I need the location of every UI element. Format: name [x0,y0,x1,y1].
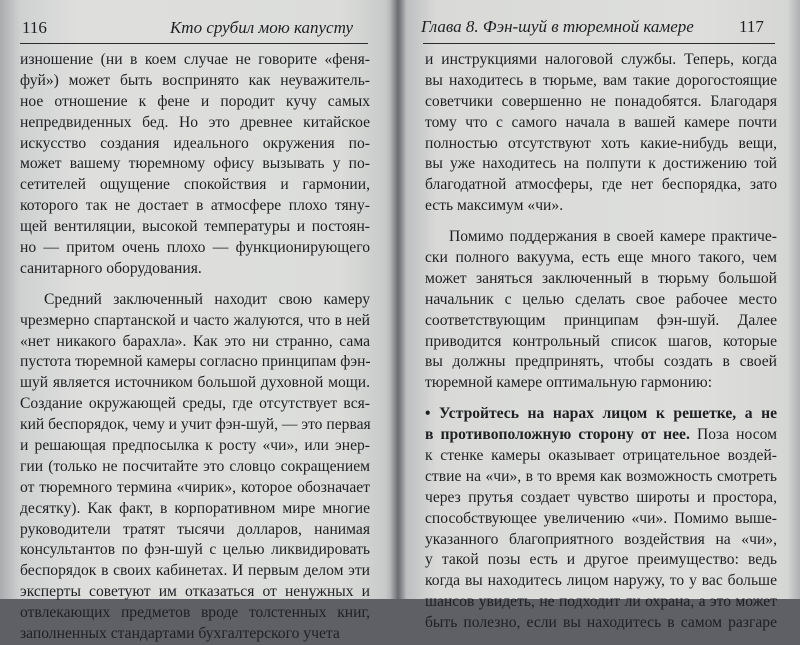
text-line: чрезмерно спартанской и часто жалуются, что в ней [20,311,370,329]
right-page-body [425,50,777,634]
text-line: быть полезно, если вы находитесь в самом разгаре [425,614,777,632]
text-line: щей вентиляции, высокой температуры и постоян- [20,218,370,236]
text-line: тюремной камере оптимальную гармонию: [425,374,713,392]
text-line: приводится контрольный список шагов, которые [425,332,777,350]
text-line: ствие на «чи», в то время как возможность смотреть [425,467,777,485]
text-line: Помимо поддержания в своей камере практиче- [449,228,777,246]
text-line: советчики совершенно не понадобятся. Благодаря [425,92,777,110]
text-line: благодатной атмосферы, где нет беспорядка, зато [425,176,777,194]
text-line: консультантов по фэн-шуй с целью ликвидировать [20,541,370,559]
bullet-bold-line-2: в противоположную сторону от нее. [425,426,690,444]
bullet-body [425,446,777,634]
text-line: «нет никакого барахла». Как это ни странно, сама [20,332,370,350]
right-header-rule [423,43,775,44]
left-running-head: Кто срубил мою капусту [170,18,353,37]
text-line: у такой позы есть и другое преимущество: ведь [425,551,777,569]
left-page-number: 116 [22,18,47,37]
bullet-bold-line-1: Устройтесь на нарах лицом к решетке, а не [439,405,777,423]
text-line: вы должны предпринять, чтобы создать в своей [425,353,777,371]
paragraph [425,50,777,217]
paragraph-gap [20,280,370,290]
text-line: ски полного вакуума, есть еще много такого, чем [425,249,777,267]
right-paragraphs [425,50,777,394]
text-line: когда вы находитесь лицом наружу, то у вас больше [425,572,777,590]
text-line: изношение (ни в коем случае не говорите «феня- [20,51,370,68]
text-line: руководители тратят тысячи долларов, нанимая [20,520,370,538]
bullet-line [425,404,777,425]
text-line: вы находитесь в тюрьме, вам такие дорогостоящие [425,71,777,89]
text-line: искусство создания идеального окружения по- [20,134,370,152]
text-line: заполненных стандартами бухгалтерского учета [20,625,340,643]
text-line: начальник с целью сделать свое рабочее место [425,290,777,308]
right-page-header [421,17,694,37]
text-line: полностью отсутствуют хоть какие-нибудь вещи, [425,134,777,152]
text-line: но — притом очень плохо — функционирующего [20,239,370,257]
text-line: шансов увидеть, не подходит ли охрана, а это может [425,593,777,611]
text-line: и решающая предпосылка к росту «чи», или энер- [20,437,370,455]
text-line: беспорядок в своих кабинетах. И первым делом эти [20,562,370,580]
right-page [397,0,800,632]
text-line: десятку). Как факт, в корпоративном мире многие [20,499,370,517]
text-line: которого так не достает в атмосфере плохо тяну- [20,197,370,215]
left-page-body [20,50,370,645]
text-line: вы уже находитесь на полпути к достижению той [425,155,777,173]
text-line: способствующее увеличению «чи». Помимо выше- [425,509,777,527]
text-line: может вашему тюремному офису вызывать у по- [20,155,370,173]
text-line: гии (только не посчитайте это словцо сокращением [20,457,370,475]
paragraph-gap [425,217,777,227]
text-line: шуй является источником большой духовной мощи. [20,374,370,392]
text-line: тому что с самого начала в вашей камере почти [425,113,777,131]
text-line: отвлекающих предметов вроде толстенных книг, [20,604,370,622]
text-line: указанного благоприятного воздействия на «чи», [425,530,777,548]
text-line: сетителей ощущение спокойствия и гармонии, [20,176,370,194]
paragraph [425,227,777,394]
text-line: пустота тюремной камеры согласно принципам фэн- [20,353,371,371]
paragraph [20,290,370,645]
text-line: Средний заключенный находит свою камеру [44,290,370,308]
text-line: через прутья создает чувство широты и простора, [425,488,777,506]
text-line: есть максимум «чи». [425,197,564,215]
right-page-number: 117 [739,17,764,36]
left-header-rule [20,43,368,44]
bullet-line [425,425,777,446]
paragraph [20,50,370,280]
text-line: эксперты советуют им отказаться от ненужных и [20,583,370,601]
text-line: фуй») может быть воспринято как неуважитель- [20,71,370,89]
text-line: и инструкциями налоговой службы. Теперь, когда [425,51,777,68]
text-line: кий беспорядок, чему и учит фэн-шуй, — это первая [20,416,371,434]
text-line: санитарного оборудования. [20,259,202,277]
right-running-head: Глава 8. Фэн-шуй в тюремной камере [421,17,694,36]
text-line: к стенке камеры оказывает отрицательное воздей- [425,447,777,465]
paragraph-gap [425,394,777,404]
text-line: от тюремного термина «чирик», которое обозначает [20,478,370,496]
bullet-item [425,404,777,634]
bullet-marker: • [425,405,431,423]
bullet-line-2-rest: Поза носом [689,426,777,444]
text-line: непредвиденных бед. Но это древнее китайское [20,113,370,131]
text-line: соответствующим принципам фэн-шуй. Далее [425,311,777,329]
left-page [0,0,397,643]
text-line: может заняться заключенный в тюрьму большой [425,269,777,287]
text-line: Создание окружающей среды, где отсутствует вся- [20,395,370,413]
text-line: ное отношение к фене и породит кучу самых [20,92,370,110]
